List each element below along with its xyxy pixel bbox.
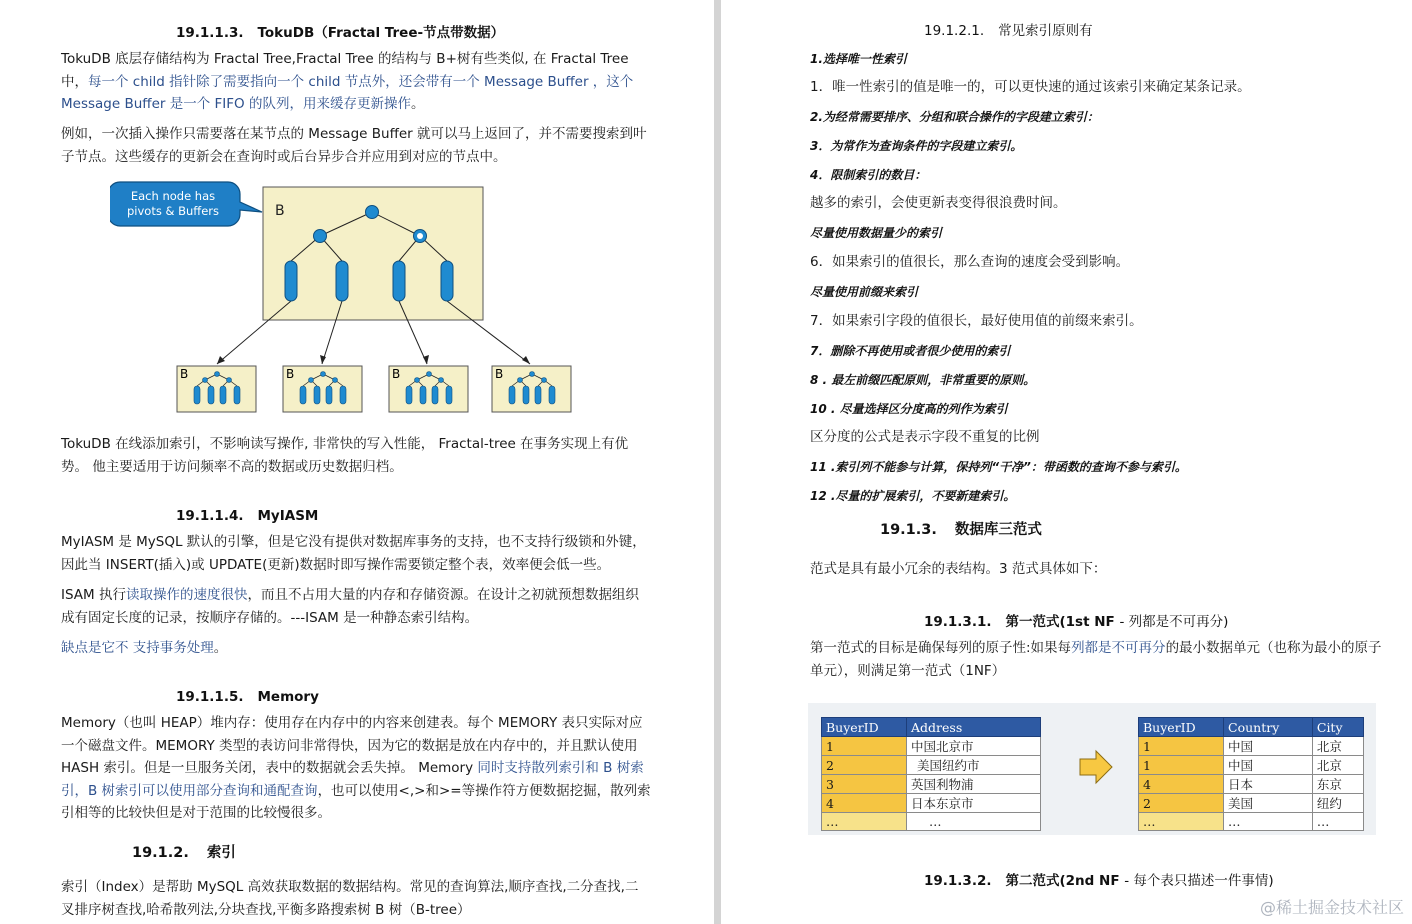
- svg-text:B: B: [180, 367, 189, 381]
- principle-8-heading: 8 . 最左前缀匹配原则，非常重要的原则。: [810, 373, 1036, 387]
- bubble-text-line-2: pivots & Buffers: [126, 204, 220, 218]
- left-circle-node: [314, 230, 327, 243]
- principle-6-text: 6．如果索引的值很长，那么查询的速度会受到影响。: [810, 254, 1130, 270]
- principle-4-heading: 4．限制索引的数目：: [810, 168, 927, 182]
- principle-2-heading: 2.为经常需要排序、分组和联合操作的字段建立索引：: [810, 110, 1099, 124]
- first-nf-diagram: [808, 703, 1376, 835]
- normal-forms-intro: 范式是具有最小冗余的表结构。3 范式具体如下：: [810, 561, 1107, 577]
- leaf-node-2: [283, 366, 362, 412]
- principle-7-text: 7．如果索引字段的值很长，最好使用值的前缀来索引。: [810, 313, 1143, 329]
- heading-19-1-1-4: 19.1.1.4. MyIASM: [176, 508, 319, 524]
- heading-19-1-2-1: 19.1.2.1. 常见索引原则有: [924, 23, 1093, 39]
- table-header-row: BuyerID Country City: [1139, 718, 1364, 737]
- table-row: 1 中国北京市: [822, 737, 1041, 756]
- root-node-label: B: [275, 203, 285, 219]
- svg-text:B: B: [286, 367, 295, 381]
- memory-paragraph: Memory（也叫 HEAP）堆内存：使用存在内存中的内容来创建表。每个 MEMORY 表只实际对应 一个磁盘文件。MEMORY 类型的表访问非常得快，因为它的数据是放在内存中的，并且默认使用 HASH 索引。但是一旦服务关闭，表中的数据就会丢失掉。 Memory 同时支持散列索引和 B 树索 引，B 树索引可以使用部分查询和通配查询，也可以使用<,>和>=等操作符方便数据挖掘，散列索 引相等的比较快但是对于范围的比较慢很多。: [61, 715, 651, 821]
- arrowheads: [217, 355, 530, 364]
- heading-19-1-2: 19.1.2. 索引: [132, 845, 236, 861]
- svg-text:B: B: [392, 367, 401, 381]
- transform-arrow-icon: [1079, 749, 1113, 785]
- leaf-node-3: [389, 366, 468, 412]
- heading-19-1-3-2: 19.1.3.2. 第二范式(2nd NF - 每个表只描述一件事情): [924, 873, 1274, 889]
- principle-10-heading: 10 . 尽量选择区分度高的列作为索引: [810, 402, 1008, 416]
- myisam-paragraph-3: 缺点是它不 支持事务处理。: [61, 640, 228, 656]
- page-gutter: [714, 0, 721, 924]
- table-row: 4 日本 东京: [1139, 775, 1364, 794]
- principle-7-heading: 7．删除不再使用或者很少使用的索引: [810, 344, 1011, 358]
- principle-4-text: 越多的索引，会使更新表变得很浪费时间。: [810, 195, 1067, 211]
- myisam-paragraph-2: ISAM 执行读取操作的速度很快，而且不占用大量的内存和存储资源。在设计之初就预想数据组织 成有固定长度的记录，按顺序存储的。---ISAM 是一种静态索引结构。: [61, 587, 639, 626]
- table-row: 2 美国纽约市: [822, 756, 1041, 775]
- buffer-pill-3: [393, 261, 405, 301]
- principle-5-heading: 尽量使用数据量少的索引: [810, 226, 943, 240]
- tokudb-paragraph-1: TokuDB 底层存储结构为 Fractal Tree,Fractal Tree 的结构与 B+树有些类似, 在 Fractal Tree 中，每一个 child 指针除了需要指向一个 child 节点外，还会带有一个 Message Buffer ，这个 Message Buffer 是一个 FIFO 的队列，用来缓存更新操作。: [61, 51, 634, 112]
- index-paragraph: 索引（Index）是帮助 MySQL 高效获取数据的数据结构。常见的查询算法,顺序查找,二分查找,二 叉排序树查找,哈希散列法,分块查找,平衡多路搜索树 B 树（B-tree）: [61, 879, 639, 918]
- principle-1-text: 1．唯一性索引的值是唯一的，可以更快速的通过该索引来确定某条记录。: [810, 79, 1251, 95]
- principle-3-heading: 3．为常作为查询条件的字段建立索引。: [810, 139, 1023, 153]
- table-header-row: BuyerID Address: [822, 718, 1041, 737]
- buffer-pill-1: [285, 261, 297, 301]
- table-row: 2 美国 纽约: [1139, 794, 1364, 813]
- root-circle-node: [366, 206, 379, 219]
- table-row: 1 中国 北京: [1139, 756, 1364, 775]
- table-row: 3 英国利物浦: [822, 775, 1041, 794]
- heading-19-1-1-5: 19.1.1.5. Memory: [176, 689, 319, 705]
- principle-10-text: 区分度的公式是表示字段不重复的比例: [810, 429, 1040, 445]
- leaf-node-1: [177, 366, 256, 412]
- table-row: … … …: [1139, 813, 1364, 831]
- heading-19-1-3-1: 19.1.3.1. 第一范式(1st NF - 列都是不可再分): [924, 614, 1229, 630]
- leaf-node-4: [492, 366, 571, 412]
- watermark: @稀土掘金技术社区: [1259, 898, 1404, 917]
- principle-prefix-heading: 尽量使用前缀来索引: [810, 285, 919, 299]
- fractal-tree-svg: [110, 178, 610, 418]
- bubble-text-line-1: Each node has: [130, 189, 216, 203]
- tokudb-paragraph-3: TokuDB 在线添加索引，不影响读写操作, 非常快的写入性能， Fractal-tree 在事务实现上有优 势。 他主要适用于访问频率不高的数据或历史数据归档。: [61, 436, 629, 475]
- buffer-pill-4: [441, 261, 453, 301]
- table-row: … …: [822, 813, 1041, 831]
- buffer-pill-2: [336, 261, 348, 301]
- right-circle-node-hole: [417, 233, 423, 239]
- tokudb-paragraph-2: 例如，一次插入操作只需要落在某节点的 Message Buffer 就可以马上返回了，并不需要搜索到叶 子节点。这些缓存的更新会在查询时或后台异步合并应用到对应的节点中。: [61, 126, 647, 165]
- normalized-table: [1138, 717, 1364, 831]
- unnormalized-table: [821, 717, 1041, 831]
- table-row: 4 日本东京市: [822, 794, 1041, 813]
- principle-1-heading: 1.选择唯一性索引: [810, 52, 907, 66]
- heading-19-1-1-3: 19.1.1.3. TokuDB（Fractal Tree-节点带数据）: [176, 25, 505, 41]
- table-row: 1 中国 北京: [1139, 737, 1364, 756]
- fractal-tree-diagram: [110, 178, 610, 418]
- first-nf-paragraph: 第一范式的目标是确保每列的原子性:如果每列都是不可再分的最小数据单元（也称为最小的原子 单元），则满足第一范式（1NF）: [810, 640, 1382, 679]
- svg-text:B: B: [495, 367, 504, 381]
- principle-12-heading: 12 .尽量的扩展索引，不要新建索引。: [810, 489, 1016, 503]
- principle-11-heading: 11 .索引列不能参与计算，保持列“干净”：带函数的查询不参与索引。: [810, 460, 1187, 474]
- myisam-paragraph-1: MyIASM 是 MySQL 默认的引擎，但是它没有提供对数据库事务的支持，也不支持行级锁和外键， 因此当 INSERT(插入)或 UPDATE(更新)数据时即写操作需要锁定整个表，效率便会低一些。: [61, 534, 646, 573]
- heading-19-1-3: 19.1.3. 数据库三范式: [880, 522, 1042, 538]
